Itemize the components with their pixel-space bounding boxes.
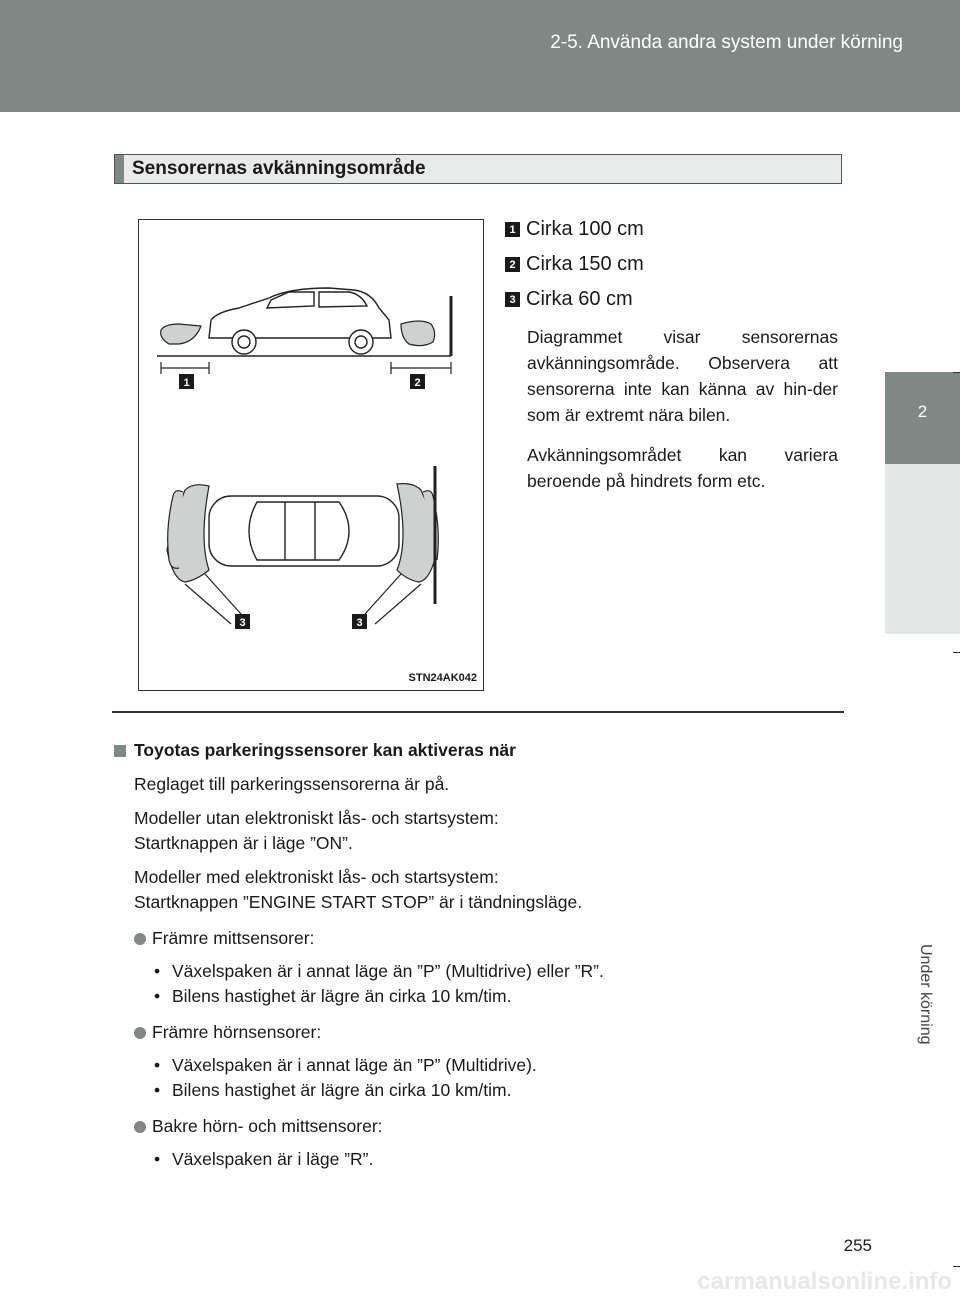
- list-item: • Växelspaken är i annat läge än ”P” (Multidrive) eller ”R”.: [154, 961, 604, 981]
- legend-text: Cirka 150 cm: [526, 253, 644, 275]
- chapter-tab: [885, 372, 960, 464]
- crop-mark: [953, 652, 960, 653]
- description-paragraph: Avkänningsområdet kan variera beroende på hindrets form etc.: [527, 445, 838, 491]
- paragraph: Reglaget till parkeringssensorerna är på.: [134, 774, 450, 794]
- section-divider: [112, 711, 844, 713]
- list-item: • Växelspaken är i annat läge än ”P” (Multidrive).: [154, 1055, 537, 1075]
- svg-text:3: 3: [356, 617, 363, 629]
- sensor-range-figure: [138, 219, 484, 691]
- circle-bullet-icon: [134, 1121, 146, 1133]
- watermark: carmanualsonline.info: [697, 1268, 952, 1295]
- activation-section: [114, 738, 844, 1172]
- car-side-view: [209, 288, 391, 354]
- description-paragraph: Diagrammet visar sensorernas avkänningsområde. Observera att sensorerna inte kan känna av hin-der som är extremt nära bilen.: [527, 327, 838, 425]
- legend-item: [505, 282, 644, 317]
- svg-text:2: 2: [414, 377, 421, 389]
- svg-text:1: 1: [183, 377, 190, 389]
- condition-group-title: Främre hörnsensorer:: [134, 1020, 844, 1045]
- chapter-strip: [885, 464, 960, 1045]
- list-item: • Bilens hastighet är lägre än cirka 10 km/tim.: [154, 1080, 512, 1100]
- activation-heading: [114, 738, 844, 763]
- square-bullet-icon: [114, 745, 126, 757]
- paragraph-line: Modeller med elektroniskt lås- och startsystem:: [134, 867, 499, 887]
- paragraph-line: Modeller utan elektroniskt lås- och startsystem:: [134, 808, 499, 828]
- sensor-diagram: [139, 220, 483, 690]
- circle-bullet-icon: [134, 933, 146, 945]
- legend-number: 1: [505, 222, 520, 237]
- car-top-view: [209, 496, 399, 566]
- figure-label-3a: [235, 614, 250, 629]
- figure-code: STN24AK042: [408, 672, 477, 684]
- page-number: 255: [843, 1236, 872, 1255]
- legend-number: 3: [505, 292, 520, 307]
- legend-number: 2: [505, 257, 520, 272]
- legend-item: [505, 247, 644, 282]
- paragraph-line: Startknappen ”ENGINE START STOP” är i tändningsläge.: [134, 892, 583, 912]
- figure-label-3b: [352, 614, 367, 629]
- crop-mark: [953, 372, 960, 373]
- chapter-title: 2-5. Använda andra system under körning: [550, 32, 903, 53]
- section-title: Sensorernas avkänningsområde: [132, 158, 426, 179]
- section-header-accent: [115, 155, 124, 183]
- figure-label-1: [179, 374, 194, 389]
- legend-text: Cirka 100 cm: [526, 218, 644, 240]
- svg-text:3: 3: [239, 617, 246, 629]
- dimension-markers: [161, 362, 451, 374]
- figure-label-2: [410, 374, 425, 389]
- chapter-label: Under körning: [917, 944, 934, 1045]
- section-header: [114, 154, 842, 184]
- activation-heading-text: Toyotas parkeringssensorer kan aktiveras när: [134, 740, 516, 760]
- legend-text: Cirka 60 cm: [526, 288, 633, 310]
- angle-markers: [185, 574, 421, 624]
- paragraph-line: Startknappen är i läge ”ON”.: [134, 833, 353, 853]
- distance-legend: [505, 212, 644, 317]
- condition-group-title: Bakre hörn- och mittsensorer:: [134, 1114, 844, 1139]
- paragraph: [134, 865, 844, 915]
- legend-item: [505, 212, 644, 247]
- crop-mark: [953, 1266, 960, 1267]
- header-bar: [0, 0, 960, 112]
- list-item: • Bilens hastighet är lägre än cirka 10 km/tim.: [154, 986, 512, 1006]
- condition-group-title: Främre mittsensorer:: [134, 926, 844, 951]
- circle-bullet-icon: [134, 1027, 146, 1039]
- paragraph: [134, 806, 844, 856]
- chapter-number: 2: [917, 402, 928, 421]
- list-item: • Växelspaken är i läge ”R”.: [154, 1149, 374, 1169]
